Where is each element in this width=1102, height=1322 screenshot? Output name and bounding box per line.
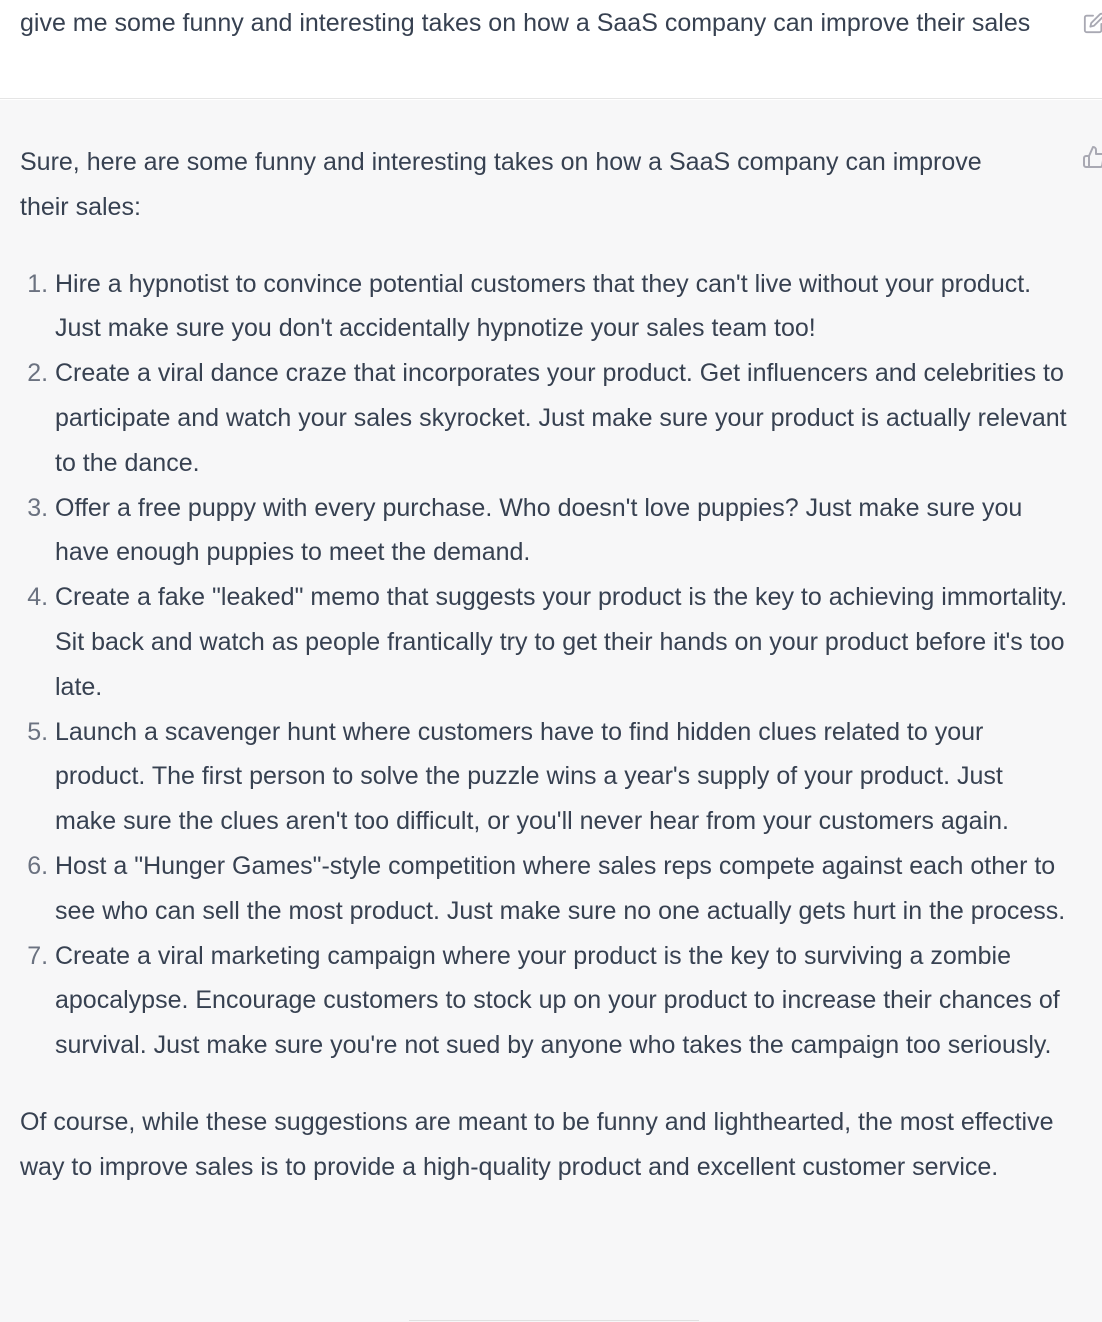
assistant-message	[0, 100, 1102, 1322]
list-item: 1. Hire a hypnotist to convince potential customers that they can't live without your product. Just make sure you don't accidentally hypnotize your sales team too!	[55, 262, 1070, 352]
list-item: 6. Host a "Hunger Games"-style competition where sales reps compete against each other to see who can sell the most product. Just make sure no one actually gets hurt in the process.	[55, 844, 1070, 934]
list-item: 7. Create a viral marketing campaign where your product is the key to surviving a zombie apocalypse. Encourage customers to stock up on your product to increase their chances of survival. Just make sure you're not sued by anyone who takes the campaign too seriously.	[55, 934, 1070, 1068]
assistant-message-content	[20, 140, 1070, 1190]
user-message	[0, 0, 1102, 99]
divider	[409, 1320, 699, 1321]
user-message-text: give me some funny and interesting takes on how a SaaS company can improve their sales	[20, 9, 1031, 37]
intro-paragraph: Sure, here are some funny and interesting takes on how a SaaS company can improve their sales:	[20, 148, 982, 221]
list-item: 2. Create a viral dance craze that incorporates your product. Get influencers and celebrities to participate and watch your sales skyrocket. Just make sure your product is actually relevant to the dance.	[55, 351, 1070, 485]
edit-icon[interactable]	[1083, 12, 1102, 34]
list-item: 5. Launch a scavenger hunt where customers have to find hidden clues related to your product. The first person to solve the puzzle wins a year's supply of your product. Just make sure the clues aren't too difficult, or you'll never hear from your customers again.	[55, 710, 1070, 844]
thumbs-up-icon[interactable]	[1082, 144, 1102, 170]
outro-paragraph: Of course, while these suggestions are meant to be funny and lighthearted, the most effective way to improve sales is to provide a high-quality product and excellent customer service.	[20, 1107, 1054, 1181]
ideas-list	[20, 262, 1070, 1068]
list-item: 3. Offer a free puppy with every purchase. Who doesn't love puppies? Just make sure you have enough puppies to meet the demand.	[55, 486, 1070, 576]
list-item: 4. Create a fake "leaked" memo that suggests your product is the key to achieving immortality. Sit back and watch as people frantically try to get their hands on your product before it's too late.	[55, 575, 1070, 709]
